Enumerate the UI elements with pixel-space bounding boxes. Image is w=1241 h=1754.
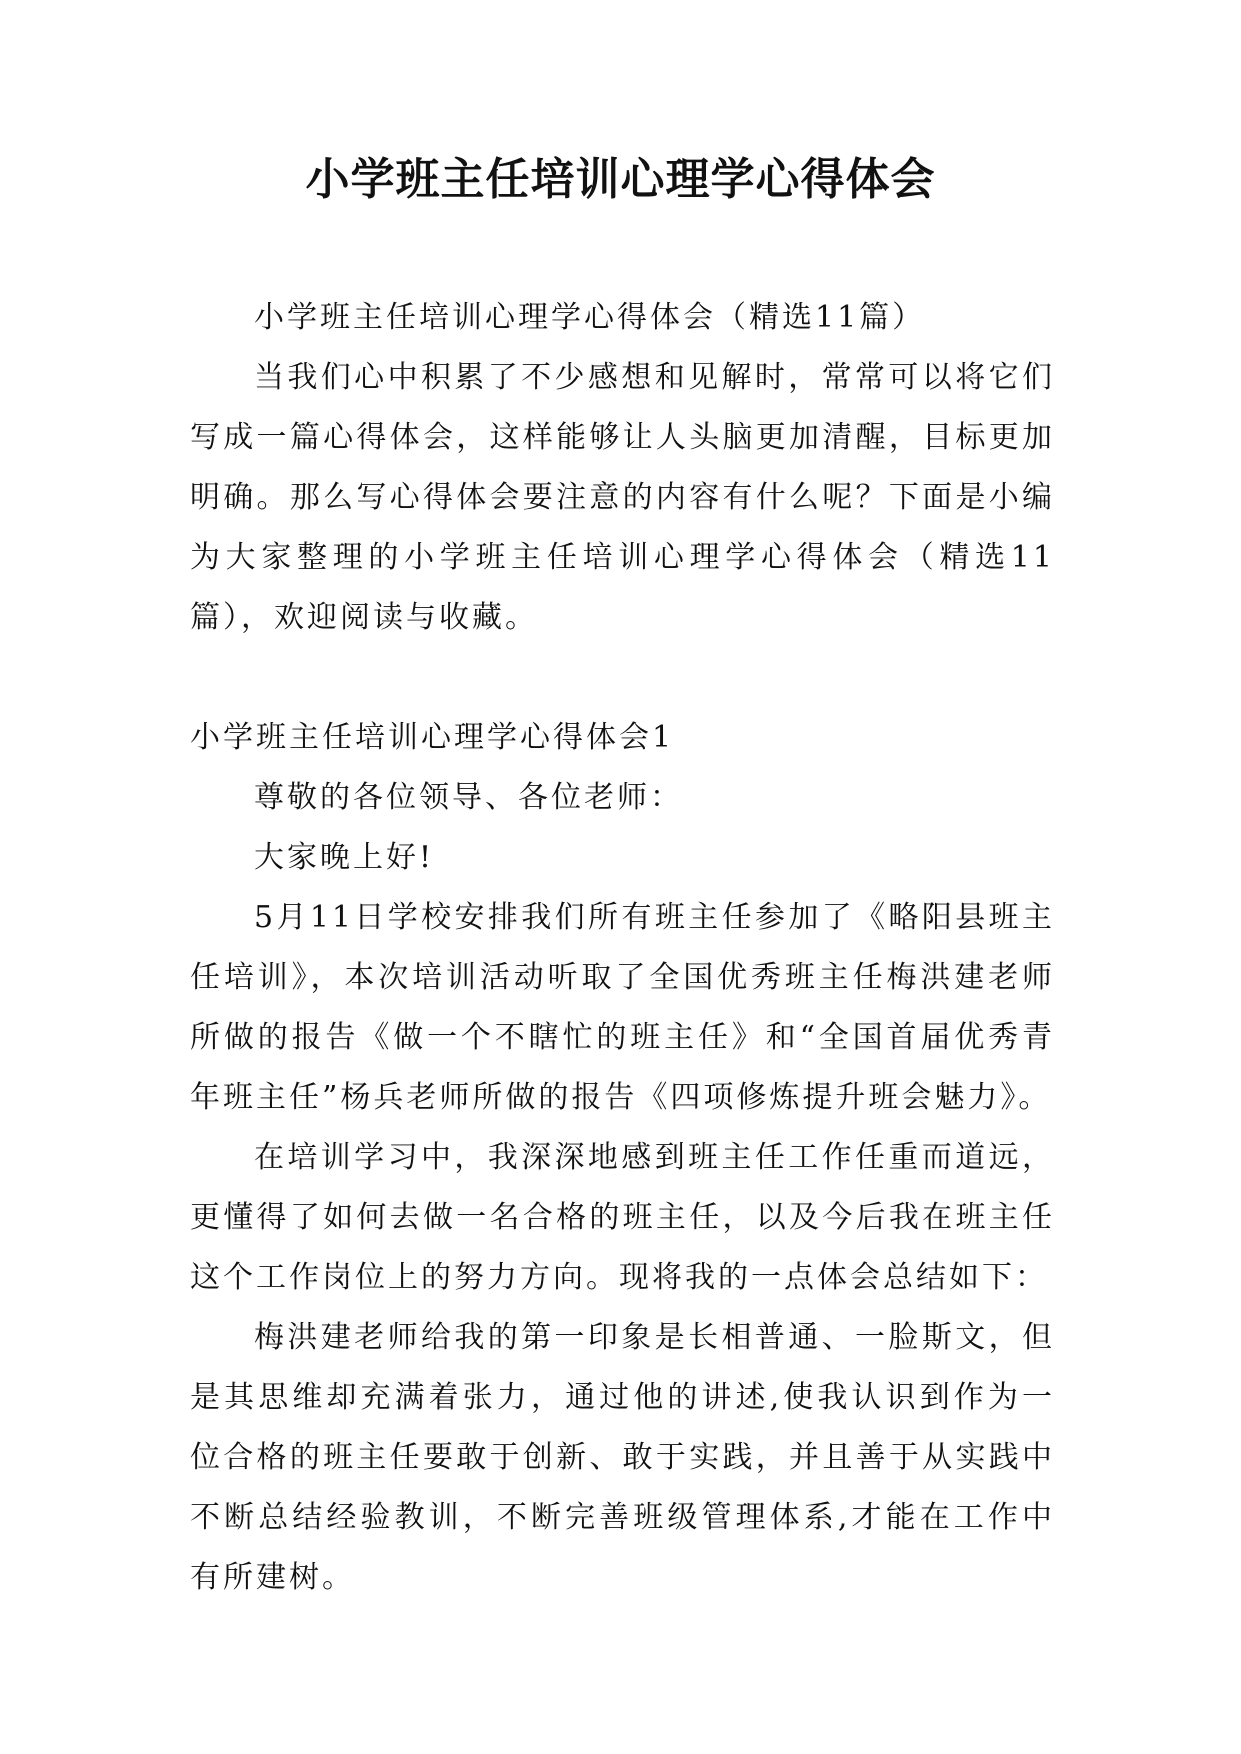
body-paragraph: 梅洪建老师给我的第一印象是长相普通、一脸斯文，但是其思维却充满着张力，通过他的讲述,使我认识到作为一位合格的班主任要敢于创新、敢于实践，并且善于从实践中不断总结经验教训，不断完善班级管理体系,才能在工作中有所建树。 (190, 1320, 1055, 1595)
intro-subtitle: 小学班主任培训心理学心得体会（精选11篇） (254, 300, 926, 335)
salutation: 尊敬的各位领导、各位老师： (254, 780, 683, 815)
body-paragraph: 在培训学习中，我深深地感到班主任工作任重而道远，更懂得了如何去做一名合格的班主任，以及今后我在班主任这个工作岗位上的努力方向。现将我的一点体会总结如下： (190, 1140, 1055, 1295)
body-paragraph: 5月11日学校安排我们所有班主任参加了《略阳县班主任培训》，本次培训活动听取了全国优秀班主任梅洪建老师所做的报告《做一个不瞎忙的班主任》和“全国首届优秀青年班主任”杨兵老师所做的报告《四项修炼提升班会魅力》。 (190, 900, 1055, 1115)
document-body (190, 288, 1055, 1608)
section-heading: 小学班主任培训心理学心得体会1 (190, 720, 675, 755)
greeting: 大家晚上好! (254, 840, 435, 875)
document-title: 小学班主任培训心理学心得体会 (305, 154, 936, 205)
intro-paragraph: 当我们心中积累了不少感想和见解时，常常可以将它们写成一篇心得体会，这样能够让人头脑更加清醒，目标更加明确。那么写心得体会要注意的内容有什么呢？下面是小编为大家整理的小学班主任培训心理学心得体会（精选11篇），欢迎阅读与收藏。 (190, 360, 1055, 635)
